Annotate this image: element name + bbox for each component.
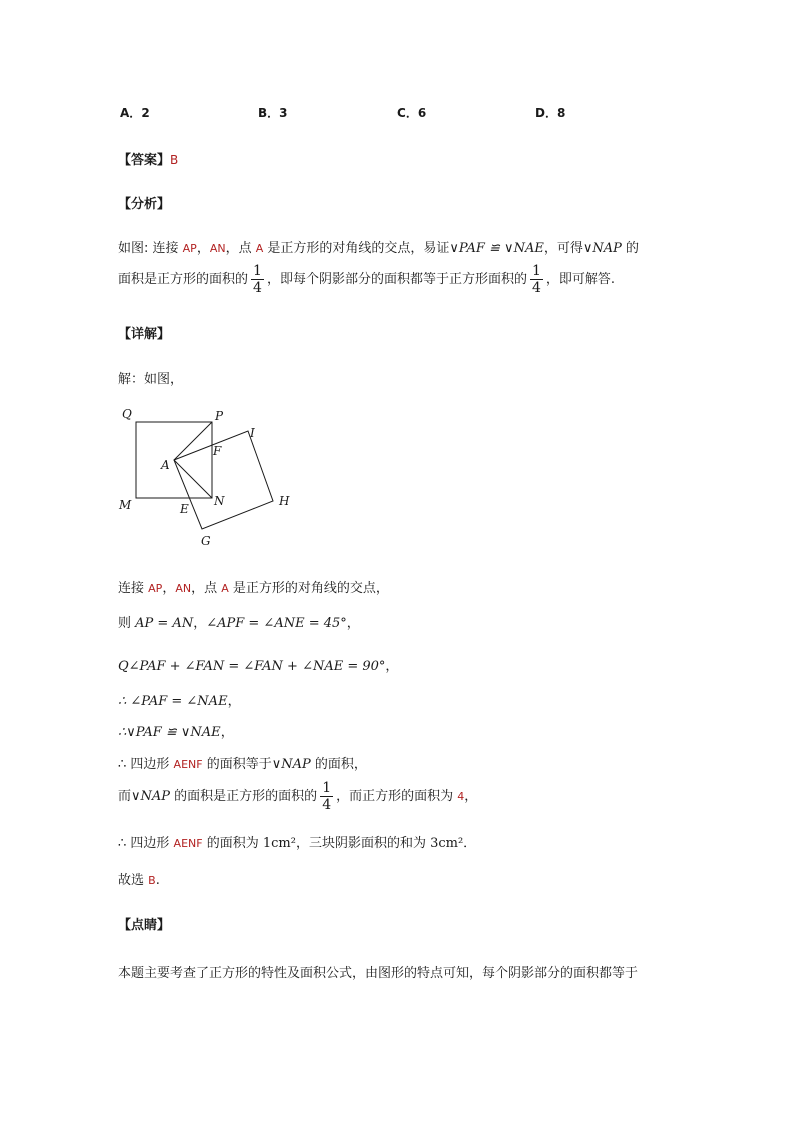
label-m: M <box>119 498 132 512</box>
analysis-line-2: 面积是正方形的面积的 $\frac{1}{4}$ ，即每个阴影部分的面积都等于正方形面积的 $\frac{1}{4}$ ，即可解答. <box>118 263 616 296</box>
analysis-header: 【分析】 <box>118 197 171 212</box>
detail-line-3: Q∠PAF + ∠FAN = ∠FAN + ∠NAE = 90°， <box>118 659 399 674</box>
detail-line-6: ∴ 四边形 AENF 的面积等于∨NAP 的面积， <box>118 757 367 772</box>
segment-an <box>174 460 212 498</box>
label-h: H <box>279 494 290 508</box>
option-d: D．8 <box>535 106 566 120</box>
label-a: A <box>161 458 170 472</box>
detail-line-9: 故选 B. <box>118 873 160 888</box>
analysis-line-1: 如图: 连接 AP，AN，点 A 是正方形的对角线的交点，易证∨PAF ≌ ∨NAE，可得∨NAP 的 <box>118 241 640 256</box>
option-a: A．2 <box>120 106 150 120</box>
comment-text: 本题主要考查了正方形的特性及面积公式，由图形的特点可知，每个阴影部分的面积都等于 <box>118 966 639 981</box>
label-q: Q <box>122 407 132 421</box>
option-b: B．3 <box>258 106 288 120</box>
fraction-quarter: $\frac{1}{4}$ <box>531 263 541 296</box>
detail-line-1: 连接 AP，AN，点 A 是正方形的对角线的交点， <box>118 581 389 596</box>
label-n: N <box>214 494 225 508</box>
fraction-quarter: $\frac{1}{4}$ <box>253 263 262 296</box>
fraction-quarter: $\frac{1}{4}$ <box>322 780 332 813</box>
detail-line-2: 则 AP = AN，∠APF = ∠ANE = 45°， <box>118 616 360 631</box>
detail-line-4: ∴ ∠PAF = ∠NAE， <box>118 694 241 709</box>
segment-ap <box>174 422 212 460</box>
detail-intro: 解：如图， <box>118 372 184 387</box>
detail-line-5: ∴∨PAF ≌ ∨NAE， <box>118 725 234 740</box>
geometry-figure <box>112 398 312 553</box>
detail-line-7: 而∨NAP 的面积是正方形的面积的 $\frac{1}{4}$ ，而正方形的面积为 4， <box>118 780 478 813</box>
detail-line-8: ∴ 四边形 AENF 的面积为 1cm²，三块阴影面积的和为 3cm²． <box>118 836 477 851</box>
option-c: C．6 <box>397 106 427 120</box>
label-p: P <box>215 409 224 423</box>
label-f: F <box>213 444 222 458</box>
detail-header: 【详解】 <box>118 327 171 342</box>
answer-line: 【答案】B <box>118 153 179 168</box>
label-i: I <box>250 426 255 440</box>
label-e: E <box>180 502 189 516</box>
label-g: G <box>201 534 211 548</box>
comment-header: 【点睛】 <box>118 918 171 933</box>
